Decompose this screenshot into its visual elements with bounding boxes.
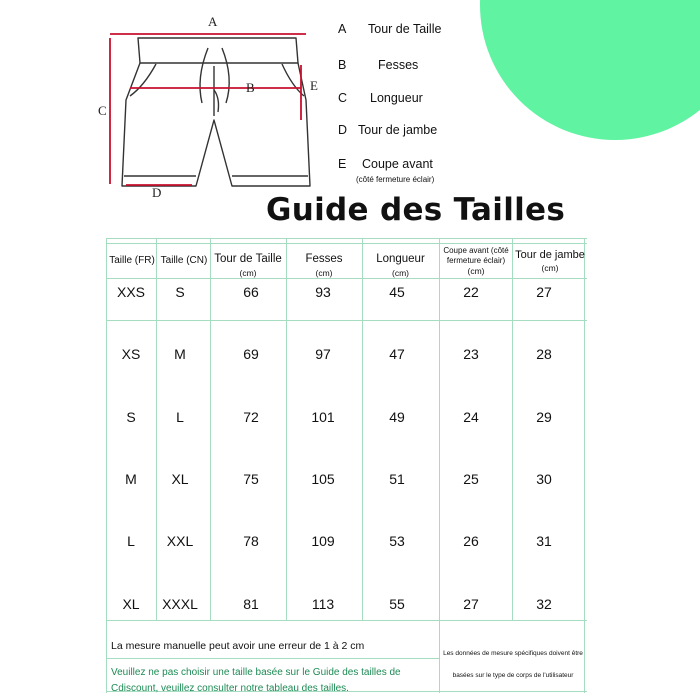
- table-cell: 27: [463, 596, 479, 612]
- table-cell: 23: [463, 346, 479, 362]
- table-cell: XL: [122, 596, 140, 612]
- table-cell: 49: [389, 409, 405, 425]
- table-cell: L: [176, 409, 184, 425]
- legend-note: (côté fermeture éclair): [356, 175, 435, 184]
- table-cell: 32: [536, 596, 552, 612]
- table-cell: M: [125, 471, 137, 487]
- figure-label-c: C: [98, 103, 107, 118]
- table-cell: 69: [243, 346, 259, 362]
- table-cell: 30: [536, 471, 552, 487]
- table-cell: 31: [536, 533, 552, 549]
- legend-text: Coupe avant: [362, 157, 433, 171]
- shorts-measurement-diagram: [96, 8, 326, 198]
- table-cell: 66: [243, 284, 259, 300]
- header-longueur: Longueur (cm): [376, 253, 425, 278]
- page-title: Guide des Tailles: [266, 192, 566, 228]
- table-cell: 78: [243, 533, 259, 549]
- legend-letter: B: [338, 58, 347, 72]
- table-cell: S: [175, 284, 185, 300]
- table-cell: XL: [171, 471, 189, 487]
- table-cell: 26: [463, 533, 479, 549]
- header-coupe-avant: Coupe avant (côté fermeture éclair) (cm): [443, 246, 509, 276]
- table-cell: 109: [311, 533, 335, 549]
- table-cell: 113: [311, 596, 335, 612]
- header-tour-de-jambe: Tour de jambe (cm): [515, 249, 585, 273]
- size-table: [106, 238, 587, 693]
- table-cell: 101: [311, 409, 335, 425]
- legend-text: Fesses: [378, 58, 419, 72]
- table-cell: 105: [311, 471, 335, 487]
- table-cell: 55: [389, 596, 405, 612]
- legend-letter: D: [338, 123, 348, 137]
- table-cell: 45: [389, 284, 405, 300]
- header-taille-fr: Taille (FR): [109, 255, 155, 266]
- table-cell: 22: [463, 284, 479, 300]
- decorative-green-circle: [480, 0, 700, 140]
- header-fesses: Fesses (cm): [305, 253, 343, 278]
- table-cell: 53: [389, 533, 405, 549]
- table-cell: 25: [463, 471, 479, 487]
- legend-text: Longueur: [370, 91, 423, 105]
- legend-letter: A: [338, 22, 347, 36]
- table-cell: XXXL: [162, 596, 198, 612]
- legend-letter: E: [338, 157, 347, 171]
- header-taille-cn: Taille (CN): [160, 255, 208, 266]
- table-cell: 51: [389, 471, 405, 487]
- table-cell: 28: [536, 346, 552, 362]
- table-cell: XS: [121, 346, 141, 362]
- table-cell: 27: [536, 284, 552, 300]
- legend-text: Tour de Taille: [368, 22, 442, 36]
- legend-letter: C: [338, 91, 348, 105]
- table-cell: 97: [315, 346, 331, 362]
- table-cell: L: [127, 533, 135, 549]
- figure-label-a: A: [208, 14, 218, 29]
- table-cell: 72: [243, 409, 259, 425]
- figure-label-e: E: [310, 78, 318, 93]
- figure-label-b: B: [246, 80, 255, 95]
- table-cell: 93: [315, 284, 331, 300]
- table-cell: M: [174, 346, 186, 362]
- footnote-measurement-error: La mesure manuelle peut avoir une erreur de 1 à 2 cm: [111, 640, 365, 652]
- legend-text: Tour de jambe: [358, 123, 438, 137]
- table-cell: 29: [536, 409, 552, 425]
- figure-label-d: D: [152, 185, 162, 198]
- header-tour-de-taille: Tour de Taille (cm): [214, 253, 282, 278]
- table-cell: 75: [243, 471, 259, 487]
- table-cell: XXL: [166, 533, 194, 549]
- footnote-body-type: Les données de mesure spécifiques doivent être basées sur le type de corps de l'utilisateur: [443, 650, 583, 679]
- table-cell: 47: [389, 346, 405, 362]
- footnote-size-advice: Veuillez ne pas choisir une taille basée sur le Guide des tailles de Cdiscount, veuillez consulter notre tableau des tailles.: [111, 667, 401, 694]
- table-cell: S: [126, 409, 136, 425]
- table-cell: XXS: [116, 284, 145, 300]
- waistband-outline: [138, 38, 298, 63]
- table-cell: 81: [243, 596, 259, 612]
- table-cell: 24: [463, 409, 479, 425]
